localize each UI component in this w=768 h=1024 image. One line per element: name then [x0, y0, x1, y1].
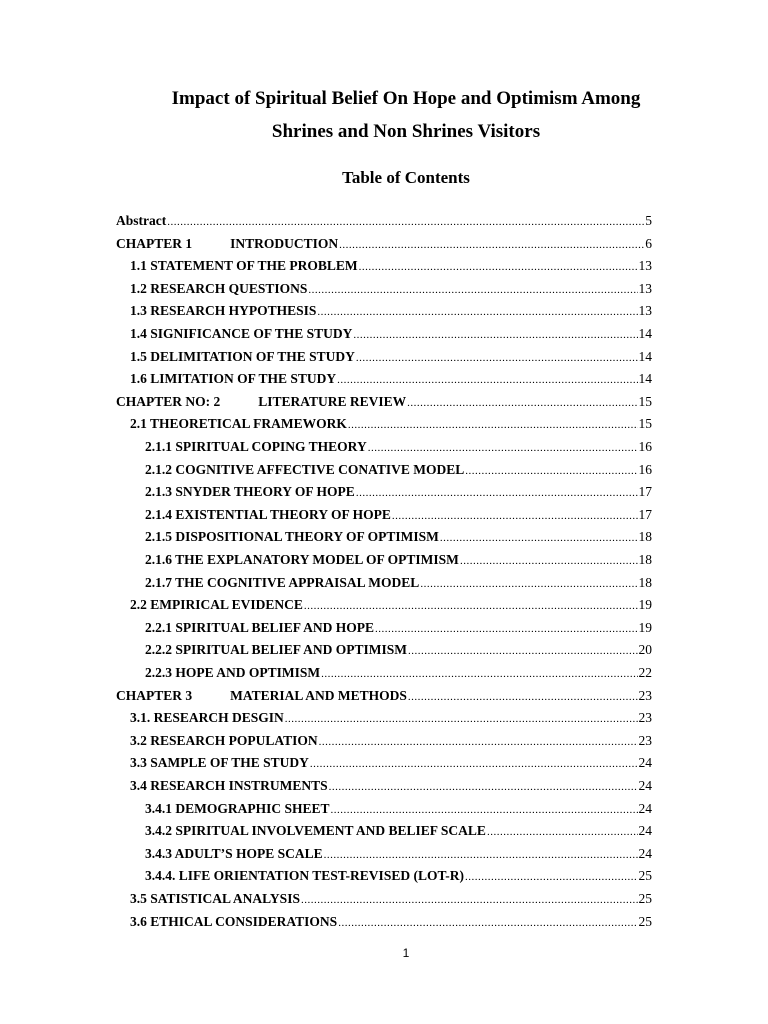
toc-entry-title: LITERATURE REVIEW [258, 393, 407, 409]
toc-page-number: 24 [638, 755, 652, 771]
toc-entry-title: 2.1.1 SPIRITUAL COPING THEORY [145, 439, 367, 454]
toc-page-number: 22 [638, 665, 652, 680]
toc-entry[interactable] [145, 504, 652, 526]
toc-page-number: 18 [638, 529, 652, 545]
toc-dot-leader [460, 550, 638, 572]
toc-entry-title: 2.2.3 HOPE AND OPTIMISM [145, 665, 321, 680]
toc-dot-leader [408, 686, 638, 708]
toc-entry[interactable] [130, 752, 652, 774]
toc-entry-title: 2.1.6 THE EXPLANATORY MODEL OF OPTIMISM [145, 552, 459, 567]
toc-entry-label [130, 775, 328, 797]
toc-dot-leader [356, 482, 638, 504]
toc-entry[interactable] [130, 323, 652, 345]
toc-entry[interactable] [145, 617, 652, 639]
toc-page-number: 25 [638, 913, 652, 929]
toc-dot-leader [353, 324, 637, 346]
toc-entry[interactable] [145, 639, 652, 661]
toc-entry-title: 3.6 ETHICAL CONSIDERATIONS [130, 913, 338, 929]
toc-entry-label [130, 752, 309, 774]
toc-dot-leader [465, 460, 637, 482]
toc-entry[interactable] [145, 843, 652, 865]
toc-entry-title: 2.2 EMPIRICAL EVIDENCE [130, 597, 303, 613]
toc-dot-leader [359, 256, 638, 278]
toc-entry[interactable] [145, 865, 652, 887]
toc-dot-leader [329, 776, 638, 798]
toc-entry-label [145, 481, 355, 503]
toc-entry-title: 3.2 RESEARCH POPULATION [130, 732, 318, 748]
toc-entry-title: 2.1.7 THE COGNITIVE APPRAISAL MODEL [145, 574, 420, 590]
toc-page-number: 25 [638, 891, 652, 906]
toc-entry-label [130, 707, 284, 729]
toc-chapter-number: CHAPTER NO: 2 [116, 393, 221, 409]
toc-page-number: 23 [638, 710, 652, 726]
toc-entry[interactable] [130, 775, 652, 797]
toc-page-number: 17 [638, 484, 652, 500]
toc-entry-title: 1.6 LIMITATION OF THE STUDY [130, 371, 337, 387]
toc-entry-title: 3.3 SAMPLE OF THE STUDY [130, 755, 309, 771]
toc-page-number: 23 [638, 732, 652, 748]
toc-entry-title: 2.2.2 SPIRITUAL BELIEF AND OPTIMISM [145, 642, 408, 658]
toc-entry[interactable] [130, 300, 652, 322]
page-number: 1 [402, 946, 410, 960]
toc-entry[interactable] [116, 391, 652, 413]
toc-dot-leader [408, 640, 637, 662]
toc-entry[interactable] [116, 210, 652, 232]
toc-entry-label [145, 436, 367, 458]
toc-entry-label [145, 504, 391, 526]
toc-entry[interactable] [145, 798, 652, 820]
toc-entry-title: 3.4.4. LIFE ORIENTATION TEST-REVISED (LOT-R) [145, 868, 464, 884]
toc-page-number: 20 [638, 642, 652, 658]
toc-entry-label [130, 255, 358, 277]
toc-entry-label [116, 233, 338, 255]
toc-entry[interactable] [145, 481, 652, 503]
toc-entry[interactable] [130, 413, 652, 435]
toc-entry-title: 2.1.4 EXISTENTIAL THEORY OF HOPE [145, 506, 391, 522]
document-title-line1: Impact of Spiritual Belief On Hope and Optimism Among [171, 88, 641, 109]
toc-entry-label [130, 594, 303, 616]
toc-dot-leader [301, 889, 638, 911]
toc-entry-title: 1.1 STATEMENT OF THE PROBLEM [130, 258, 358, 274]
toc-entry-label [145, 843, 323, 865]
toc-entry-label [130, 323, 352, 345]
toc-page-number: 14 [638, 326, 652, 341]
toc-entry-title: 1.3 RESEARCH HYPOTHESIS [130, 303, 317, 319]
toc-dot-leader [348, 414, 638, 436]
toc-page-number: 16 [638, 461, 652, 477]
toc-entry[interactable] [130, 278, 652, 300]
toc-entry-title: 3.1. RESEARCH DESGIN [130, 710, 284, 726]
toc-entry[interactable] [130, 346, 652, 368]
toc-dot-leader [167, 211, 644, 233]
toc-entry-label [145, 526, 439, 548]
toc-dot-leader [331, 799, 638, 821]
toc-entry[interactable] [130, 594, 652, 616]
toc-page-number: 13 [638, 303, 652, 319]
toc-dot-leader [375, 618, 637, 640]
toc-entry[interactable] [116, 233, 652, 255]
toc-dot-leader [324, 844, 638, 866]
toc-entry-title: MATERIAL AND METHODS [230, 687, 407, 703]
toc-entry[interactable] [145, 436, 652, 458]
toc-entry-label [145, 617, 374, 639]
toc-entry-label [145, 459, 464, 481]
toc-dot-leader [337, 369, 637, 391]
toc-dot-leader [487, 821, 638, 843]
toc-page-number: 17 [638, 506, 652, 522]
toc-entry-label [145, 798, 330, 820]
toc-page-number: 15 [638, 416, 652, 432]
toc-chapter-number: CHAPTER 3 [116, 687, 193, 703]
toc-page-number: 13 [638, 258, 652, 274]
toc-dot-leader [304, 595, 638, 617]
toc-dot-leader [440, 527, 638, 549]
toc-entry[interactable] [145, 526, 652, 548]
toc-entry-label [145, 662, 320, 684]
toc-entry-label [130, 346, 355, 368]
toc-entry-label [116, 210, 166, 232]
toc-page-number: 19 [638, 619, 652, 635]
toc-dot-leader [319, 731, 638, 753]
toc-entry-title: 3.4.1 DEMOGRAPHIC SHEET [145, 800, 330, 816]
toc-dot-leader [317, 301, 637, 323]
toc-entry[interactable] [145, 662, 652, 684]
toc-entry-label [130, 413, 347, 435]
toc-entry-title: 1.5 DELIMITATION OF THE STUDY [130, 348, 355, 364]
toc-entry[interactable] [145, 572, 652, 594]
toc-dot-leader [310, 753, 638, 775]
toc-page-number: 6 [645, 235, 652, 251]
toc-entry-title: 3.5 SATISTICAL ANALYSIS [130, 891, 300, 906]
toc-dot-leader [339, 234, 644, 256]
toc-chapter-number: Abstract [116, 213, 167, 228]
toc-dot-leader [321, 663, 637, 685]
toc-entry[interactable] [145, 820, 652, 842]
toc-entry-title: 3.4 RESEARCH INSTRUMENTS [130, 778, 328, 793]
toc-entry[interactable] [130, 368, 652, 390]
toc-entry-title: 2.1.5 DISPOSITIONAL THEORY OF OPTIMISM [145, 529, 439, 545]
toc-entry-label [145, 820, 486, 842]
toc-entry-label [145, 639, 407, 661]
toc-entry-title: 3.4.3 ADULT’S HOPE SCALE [145, 845, 323, 861]
toc-dot-leader [308, 279, 637, 301]
toc-page-number: 19 [638, 597, 652, 613]
toc-entry[interactable] [145, 549, 652, 571]
toc-entry-title: 2.1.3 SNYDER THEORY OF HOPE [145, 484, 355, 500]
toc-page-number: 18 [638, 552, 652, 567]
toc-entry-label [145, 572, 419, 594]
toc-entry[interactable] [130, 707, 652, 729]
toc-page-number: 24 [638, 778, 652, 793]
toc-dot-leader [420, 573, 637, 595]
toc-dot-leader [368, 437, 638, 459]
toc-page-number: 5 [645, 213, 652, 228]
toc-page-number: 18 [638, 574, 652, 590]
toc-entry-label [116, 391, 406, 413]
toc-entry[interactable] [130, 255, 652, 277]
toc-entry-title: INTRODUCTION [230, 235, 339, 251]
toc-page-number: 15 [638, 393, 652, 409]
toc-entry-title: 3.4.2 SPIRITUAL INVOLVEMENT AND BELIEF SCALE [145, 823, 486, 839]
toc-entry[interactable] [145, 459, 652, 481]
toc-dot-leader [465, 866, 638, 888]
toc-page-number: 16 [638, 439, 652, 454]
toc-entry-label [116, 685, 407, 707]
toc-dot-leader [407, 392, 637, 414]
toc-entry-label [130, 300, 316, 322]
toc-entry-title: 2.1.2 COGNITIVE AFFECTIVE CONATIVE MODEL [145, 461, 465, 477]
toc-entry-title: 2.2.1 SPIRITUAL BELIEF AND HOPE [145, 619, 375, 635]
document-title-line2: Shrines and Non Shrines Visitors [271, 121, 541, 142]
toc-dot-leader [392, 505, 638, 527]
toc-entry-label [145, 549, 459, 571]
toc-page-number: 25 [638, 868, 652, 884]
toc-entry-label [130, 911, 337, 933]
toc-entry[interactable] [116, 685, 652, 707]
toc-page-number: 13 [638, 280, 652, 296]
toc-entry-title: 1.2 RESEARCH QUESTIONS [130, 280, 308, 296]
toc-entry-label [130, 278, 307, 300]
toc-entry-label [145, 865, 464, 887]
toc-dot-leader [356, 347, 638, 369]
toc-page-number: 24 [638, 845, 652, 861]
toc-page-number: 24 [638, 823, 652, 839]
toc-entry-label [130, 888, 300, 910]
toc-chapter-number: CHAPTER 1 [116, 235, 193, 251]
toc-entry[interactable] [130, 888, 652, 910]
toc-entry[interactable] [130, 730, 652, 752]
toc-page-number: 24 [638, 800, 652, 816]
toc-dot-leader [285, 708, 638, 730]
toc-page-number: 23 [638, 687, 652, 703]
toc-heading: Table of Contents [342, 168, 470, 187]
toc-entry[interactable] [130, 911, 652, 933]
toc-dot-leader [338, 912, 637, 934]
toc-entry-label [130, 730, 318, 752]
toc-entry-label [130, 368, 336, 390]
toc-entry-title: 1.4 SIGNIFICANCE OF THE STUDY [130, 326, 353, 341]
toc-page-number: 14 [638, 371, 652, 387]
toc-page-number: 14 [638, 348, 652, 364]
toc-entry-title: 2.1 THEORETICAL FRAMEWORK [130, 416, 347, 432]
